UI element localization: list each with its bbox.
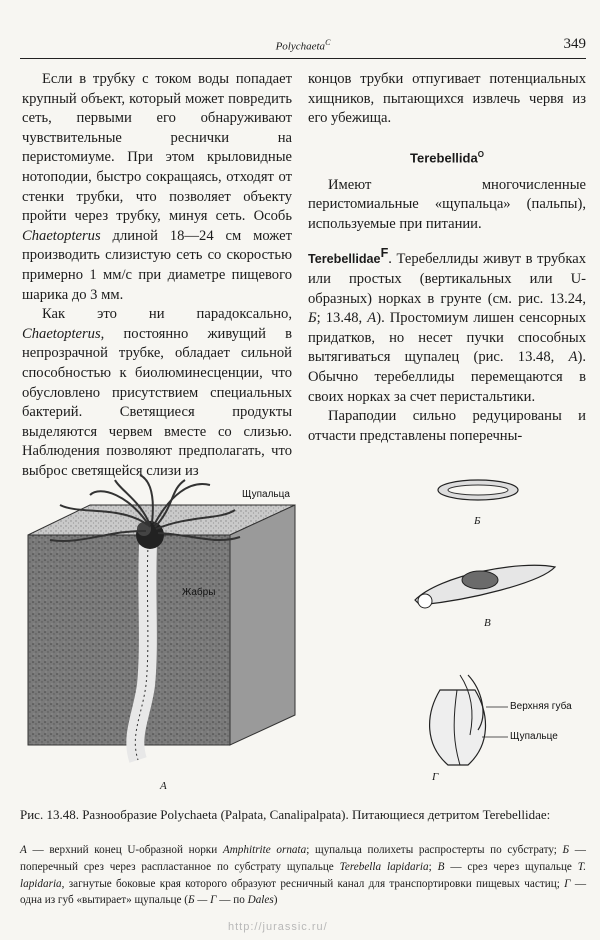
letter-b: Б xyxy=(474,515,481,527)
left-column xyxy=(22,70,292,481)
figure-caption-title: Рис. 13.48. Разнообразие Polychaeta (Palpata, Canalipalpata). Питающиеся детритом Terebellidae: xyxy=(20,807,551,822)
right-column xyxy=(308,70,586,446)
letter-v: В xyxy=(484,617,491,629)
paragraph: Terebellidae$^F$. Теребеллиды живут в трубках или простых (вертикальных или U-образных) норках в грунте (см. рис. 13.24, Б; 13.48, А). Простомиум лишен сенсорных придатков, но несет пучки способных вытягиваться щупалец (рис. 13.48, А). Обычно теребеллиды перемещаются в своих норках за счет перистальтики. xyxy=(308,246,587,405)
paragraph: Имеют многочисленные перистомиальные «щупальца» (пальпы), используемые при питании. xyxy=(308,176,586,232)
figure-caption-body: А — верхний конец U-образной норки Amphitrite ornata; щупальца полихеты распростерты по субстрату; Б — поперечный срез через распластанное по субстрату щупальце Terebella lapidaria; В — срез через щупальце T. lapidaria, загнутые боковые края которого образуют ресничный канал для транспортировки пищевых частиц; Г — одна из губ «вытирает» щупальце (Б — Г — по Dales) xyxy=(20,844,587,907)
figure-13-48 xyxy=(20,475,586,795)
label-upper-lip: Верхняя губа xyxy=(510,701,572,712)
lip-drawing-g xyxy=(430,675,508,765)
paragraph: Если в трубку с током воды попадает крупный объект, который может повредить сеть, первыми его обнаруживают чувствительные реснички на перистомиуме. При этом крыловидные нотоподии, быстро сокращаясь, отходят от стенки трубки, что позволяет объекту пройти через трубку, минуя сеть. Особь Chaetopterus длиной 18—24 см может производить слизистую сеть со скоростью примерно 1 мм/с при диаметре пищевого шарика до 3 мм. xyxy=(22,71,292,303)
figure-illustration xyxy=(20,475,586,795)
page-header xyxy=(20,36,586,59)
paragraph: Как это ни парадоксально, Chaetopterus, постоянно живущий в непрозрачной трубке, обладает сильной способностью к биолюминесценции, что обусловлено присутствием специальных бактерий. Светящиеся продукты выделяются червем вместе со слизью. Наблюдения позволяют предполагать, что выброс светящейся слизи из xyxy=(22,306,292,479)
family-name: Terebellidae xyxy=(308,252,381,267)
section-title: Terebellida$^O$ xyxy=(410,149,484,166)
tentacle-section-v xyxy=(415,565,555,608)
letter-g: Г xyxy=(432,771,439,783)
running-head: Polychaeta$^C$ xyxy=(275,38,331,53)
tentacle-section-b xyxy=(438,480,518,500)
label-tentacles: Щупальца xyxy=(242,489,290,500)
paragraph: Параподии сильно редуцированы и отчасти представлены поперечны- xyxy=(308,408,586,444)
watermark: http://jurassic.ru/ xyxy=(228,921,328,933)
paragraph: концов трубки отпугивает потенциальных хищников, пытающихся извлечь червя из его убежища. xyxy=(308,71,586,127)
label-tentacle: Щупальце xyxy=(510,731,558,742)
sediment-block-a xyxy=(28,475,295,760)
page-number: 349 xyxy=(563,36,586,52)
letter-a: А xyxy=(160,780,167,792)
label-gills: Жабры xyxy=(182,587,216,598)
